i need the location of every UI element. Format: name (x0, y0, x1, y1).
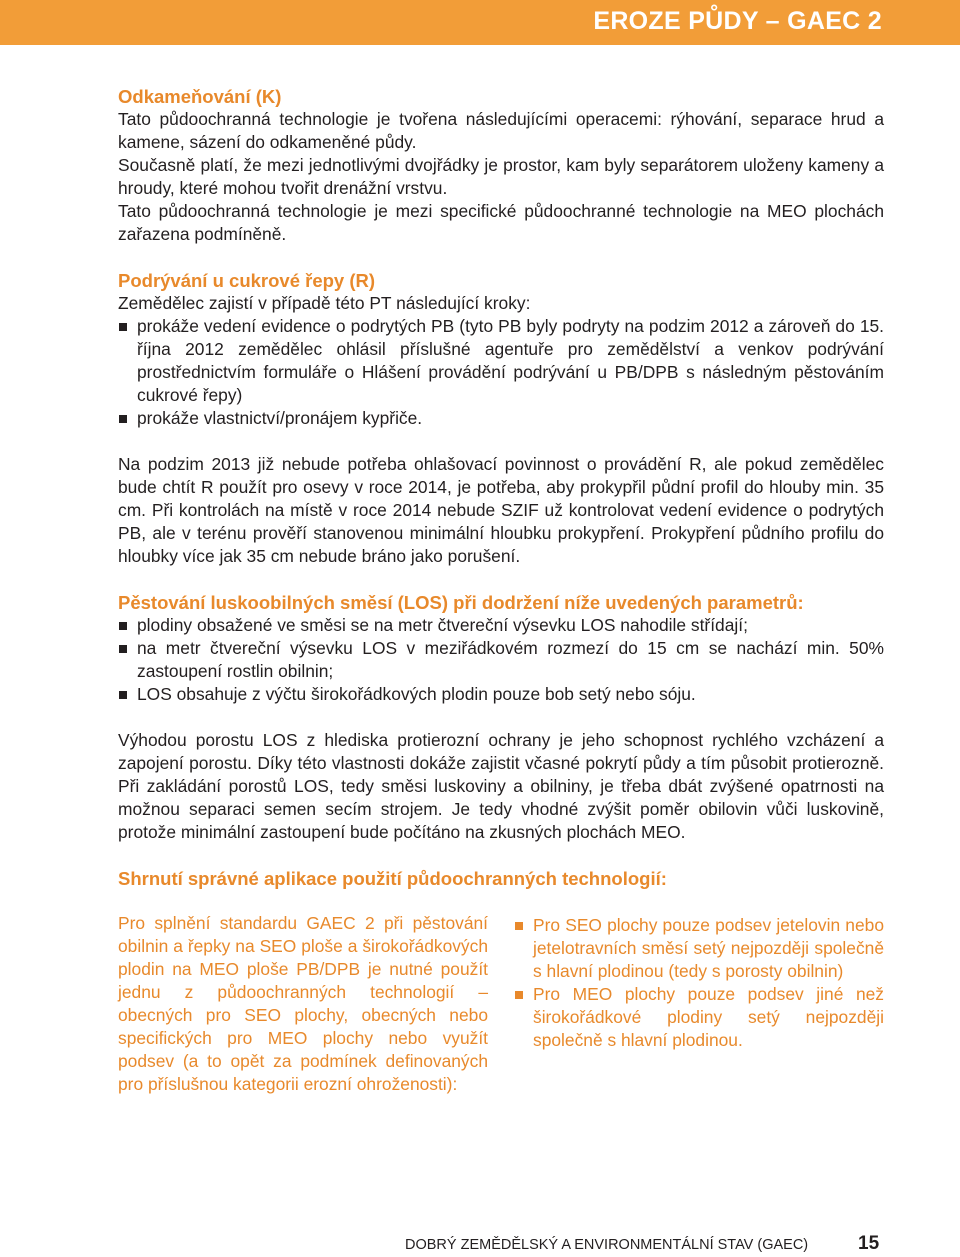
paragraph: Současně platí, že mezi jednotlivými dvojřádky je prostor, kam byly separátorem uloženy kameny a hroudy, které mohou tvořit drenážní vrstvu. (118, 155, 884, 198)
list-item: plodiny obsažené ve směsi se na metr čtvereční výsevku LOS nahodile střídají; (118, 614, 884, 637)
list-item: prokáže vedení evidence o podrytých PB (tyto PB byly podryty na podzim 2012 a zároveň do 15. října 2012 zemědělec ohlásil příslušné agentuře pro zemědělství a venkov podrývání prostřednictvím formuláře o Hlášení provádění podrývání u PB/DPB s následným pěstováním cukrové řepy) (118, 315, 884, 407)
section-heading-summary: Shrnutí správné aplikace použití půdoochranných technologií: (118, 868, 667, 889)
square-bullet-icon (119, 323, 127, 331)
list-item: LOS obsahuje z výčtu širokořádkových plodin pouze bob setý nebo sóju. (118, 683, 884, 706)
square-bullet-icon (119, 645, 127, 653)
summary-left-text: Pro splnění standardu GAEC 2 při pěstování obilnin a řepky na SEO ploše a širokořádkových plodin na MEO ploše PB/DPB je nutné použít jednu z půdoochranných technologií – obecných pro SEO plochy, obecných nebo specifických pro MEO plochy nebo využít podsev (a to opět za podmínek definovaných pro příslušnou kategorii erozní ohroženosti): (118, 913, 488, 1094)
list-item: Pro MEO plochy pouze podsev jiné než širokořádkové plodiny setý nejpozději společně s hlavní plodinou. (514, 983, 884, 1052)
paragraph: Tato půdoochranná technologie je tvořena následujícími operacemi: rýhování, separace hrud a kamene, sázení do odkameněné půdy. (118, 109, 884, 152)
bullet-list-podryvani (118, 315, 884, 430)
square-bullet-icon (119, 691, 127, 699)
list-item: prokáže vlastnictví/pronájem kypřiče. (118, 407, 884, 430)
footer-text: DOBRÝ ZEMĚDĚLSKÝ A ENVIRONMENTÁLNÍ STAV (GAEC) (405, 1237, 809, 1253)
bullet-list-los (118, 614, 884, 706)
square-bullet-icon (119, 622, 127, 630)
section-heading-podryvani: Podrývání u cukrové řepy (R) (118, 270, 376, 291)
paragraph: Zemědělec zajistí v případě této PT následující kroky: (118, 293, 531, 313)
page-number: 15 (858, 1233, 880, 1254)
section-heading-los: Pěstování luskoobilných směsí (LOS) při dodržení níže uvedených parametrů: (118, 592, 804, 613)
square-bullet-icon (119, 415, 127, 423)
main-content (118, 85, 884, 890)
paragraph: Na podzim 2013 již nebude potřeba ohlašovací povinnost o provádění R, ale pokud zemědělec bude chtít R použít pro osevy v roce 2014, je potřeba, aby prokypřil půdní profil do hlouby min. 35 cm. Při kontrolách na místě v roce 2014 nebude SZIF už kontrolovat vedení evidence o podrytých PB, ale v terénu prověří stanovenou minimální hloubku prokypření. Prokypření půdního profilu do hloubky více jak 35 cm nebude bráno jako porušení. (118, 454, 884, 566)
paragraph: Tato půdoochranná technologie je mezi specifické půdoochranné technologie na MEO plochách zařazena podmíněně. (118, 201, 884, 244)
header-bar (0, 0, 960, 45)
square-bullet-icon (515, 922, 523, 930)
list-item: Pro SEO plochy pouze podsev jetelovin nebo jetelotravních směsí setý nejpozději společně s hlavní plodinou (tedy s porosty obilnin) (514, 914, 884, 983)
section-heading-odkamenovani: Odkameňování (K) (118, 86, 282, 107)
square-bullet-icon (515, 991, 523, 999)
paragraph: Výhodou porostu LOS z hlediska protierozní ochrany je jeho schopnost rychlého vzcházení a zapojení porostu. Díky této vlastnosti dokáže zajistit včasné pokrytí půdy a tím působit protierozně. Při zakládání porostů LOS, tedy směsi luskoviny a obilniny, je třeba dbát zvýšené opatrnosti na možnou separaci semen secím strojem. Je tedy vhodné zvýšit poměr obilovin vůči luskovině, protože minimální zastoupení bude počítáno na zkusných plochách MEO. (118, 730, 884, 842)
page-title: EROZE PŮDY – GAEC 2 (593, 7, 882, 35)
summary-bullet-list (514, 914, 884, 1052)
list-item: na metr čtvereční výsevku LOS v meziřádkovém rozmezí do 15 cm se nachází min. 50% zastoupení rostlin obilnin; (118, 637, 884, 683)
